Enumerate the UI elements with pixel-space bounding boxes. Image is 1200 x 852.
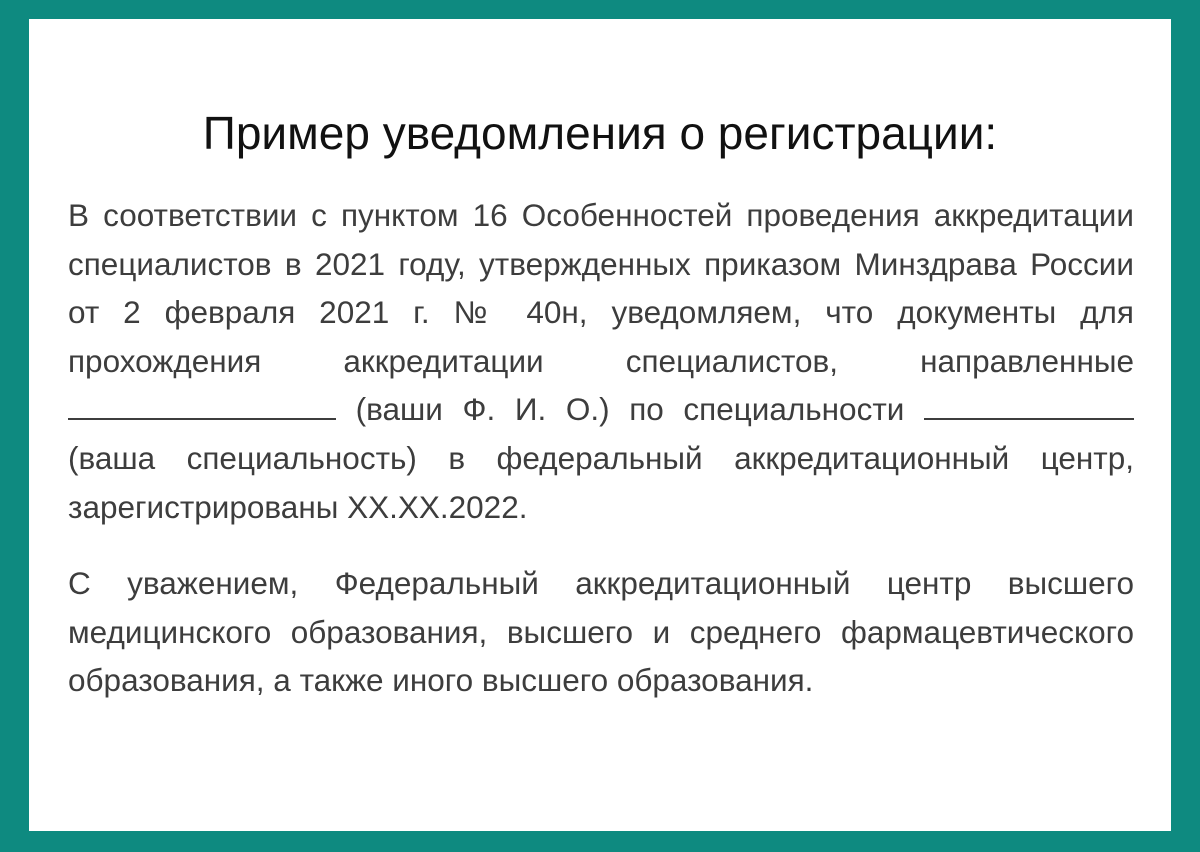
notification-paragraph [68,191,1134,531]
name-blank-line [68,392,336,420]
specialty-blank-line [924,392,1134,420]
notification-text-part1: В соответствии с пунктом 16 Особенностей проведения аккредитации специалистов в 2021 году, утвержденных приказом Минздрава России от 2 февраля 2021 г. № 40н, уведомляем, что документы для прохождения аккредитации специалистов, направленные [68,197,1134,379]
notification-text-part2: (ваши Ф. И. О.) по специальности [355,391,905,428]
document-title: Пример уведомления о регистрации: [202,107,998,159]
document-frame [29,19,1171,831]
closing-paragraph: С уважением, Федеральный аккредитационный центр высшего медицинского образования, высшего и среднего фармацевтического образования, а также иного высшего образования. [68,565,1134,699]
notification-text-part3: (ваша специальность) в федеральный аккредитационный центр, зарегистрированы XX.XX.2022. [68,439,1134,525]
